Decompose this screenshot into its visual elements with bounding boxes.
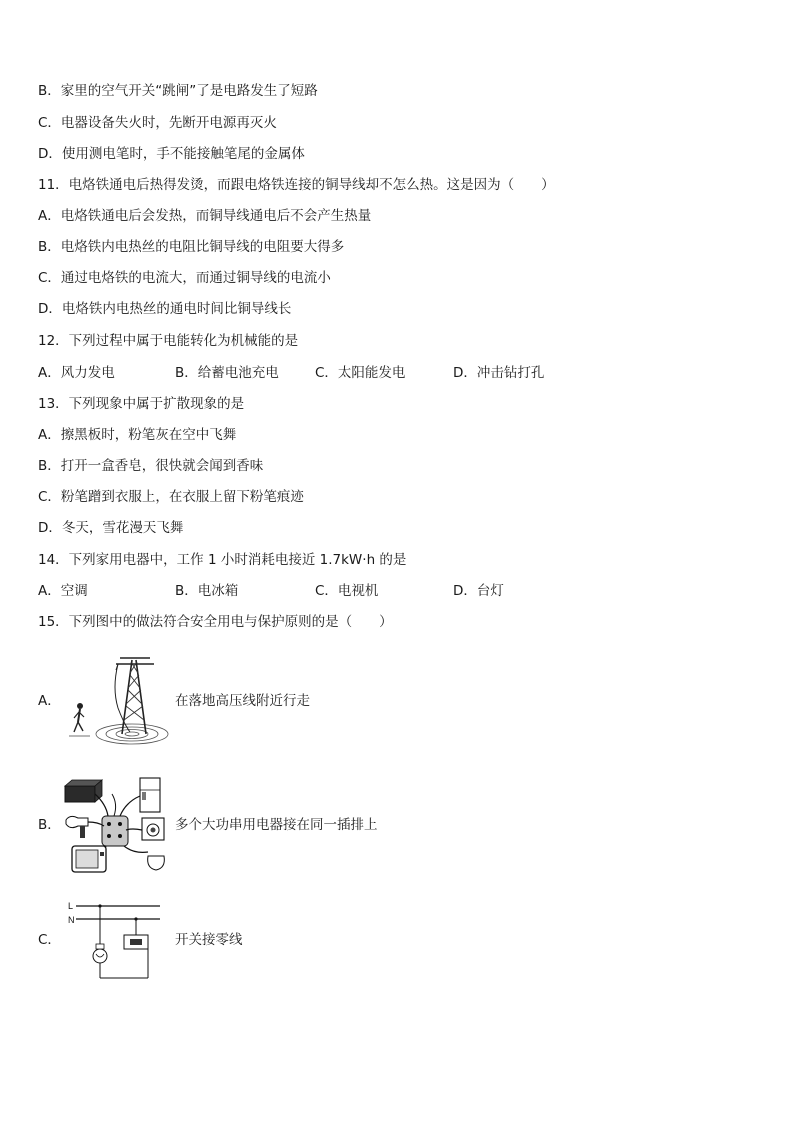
q13-option-a: A．擦黑板时，粉笔灰在空中飞舞 (38, 427, 237, 443)
q10-option-b: B．家里的空气开关“跳闸”了是电路发生了短路 (38, 83, 318, 99)
q12-option-a: A．风力发电 (38, 365, 115, 381)
q14-option-c: C．电视机 (315, 583, 379, 599)
q13-option-c: C．粉笔蹭到衣服上，在衣服上留下粉笔痕迹 (38, 489, 304, 505)
switch-wiring-circuit-figure (66, 898, 166, 984)
q12-stem: 12．下列过程中属于电能转化为机械能的是 (38, 333, 299, 349)
q10-option-c: C．电器设备失火时，先断开电源再灭火 (38, 115, 277, 131)
q11-option-b: B．电烙铁内电热丝的电阻比铜导线的电阻要大得多 (38, 239, 345, 255)
q14-option-a: A．空调 (38, 583, 88, 599)
high-voltage-tower-figure (66, 648, 172, 752)
q14-option-b: B．电冰箱 (175, 583, 239, 599)
wire-label-l: L (68, 901, 74, 911)
overloaded-power-strip-figure (62, 774, 174, 878)
q15-option-c-letter: C． (38, 932, 61, 948)
q12-option-b: B．给蓄电池充电 (175, 365, 279, 381)
q12-option-d: D．冲击钻打孔 (453, 365, 545, 381)
q13-option-d: D．冬天，雪花漫天飞舞 (38, 520, 184, 536)
q15-option-a-letter: A． (38, 693, 61, 709)
q12-option-c: C．太阳能发电 (315, 365, 406, 381)
q13-stem: 13．下列现象中属于扩散现象的是 (38, 396, 245, 412)
q14-stem: 14．下列家用电器中，工作 1 小时消耗电接近 1.7kW·h 的是 (38, 552, 407, 568)
q10-option-d: D．使用测电笔时，手不能接触笔尾的金属体 (38, 146, 305, 162)
q14-option-d: D．台灯 (453, 583, 504, 599)
q15-option-c-caption: 开关接零线 (175, 932, 243, 948)
q11-option-d: D．电烙铁内电热丝的通电时间比铜导线长 (38, 301, 292, 317)
q15-option-b-caption: 多个大功串用电器接在同一插排上 (175, 817, 378, 833)
q11-option-a: A．电烙铁通电后会发热，而铜导线通电后不会产生热量 (38, 208, 372, 224)
q13-option-b: B．打开一盒香皂，很快就会闻到香味 (38, 458, 264, 474)
q11-option-c: C．通过电烙铁的电流大，而通过铜导线的电流小 (38, 270, 331, 286)
q15-stem: 15．下列图中的做法符合安全用电与保护原则的是（ ） (38, 614, 393, 630)
q15-option-a-caption: 在落地高压线附近行走 (175, 693, 310, 709)
q15-option-b-letter: B． (38, 817, 61, 833)
q11-stem: 11．电烙铁通电后热得发烫，而跟电烙铁连接的铜导线却不怎么热。这是因为（ ） (38, 177, 555, 193)
wire-label-n: N (68, 915, 75, 925)
